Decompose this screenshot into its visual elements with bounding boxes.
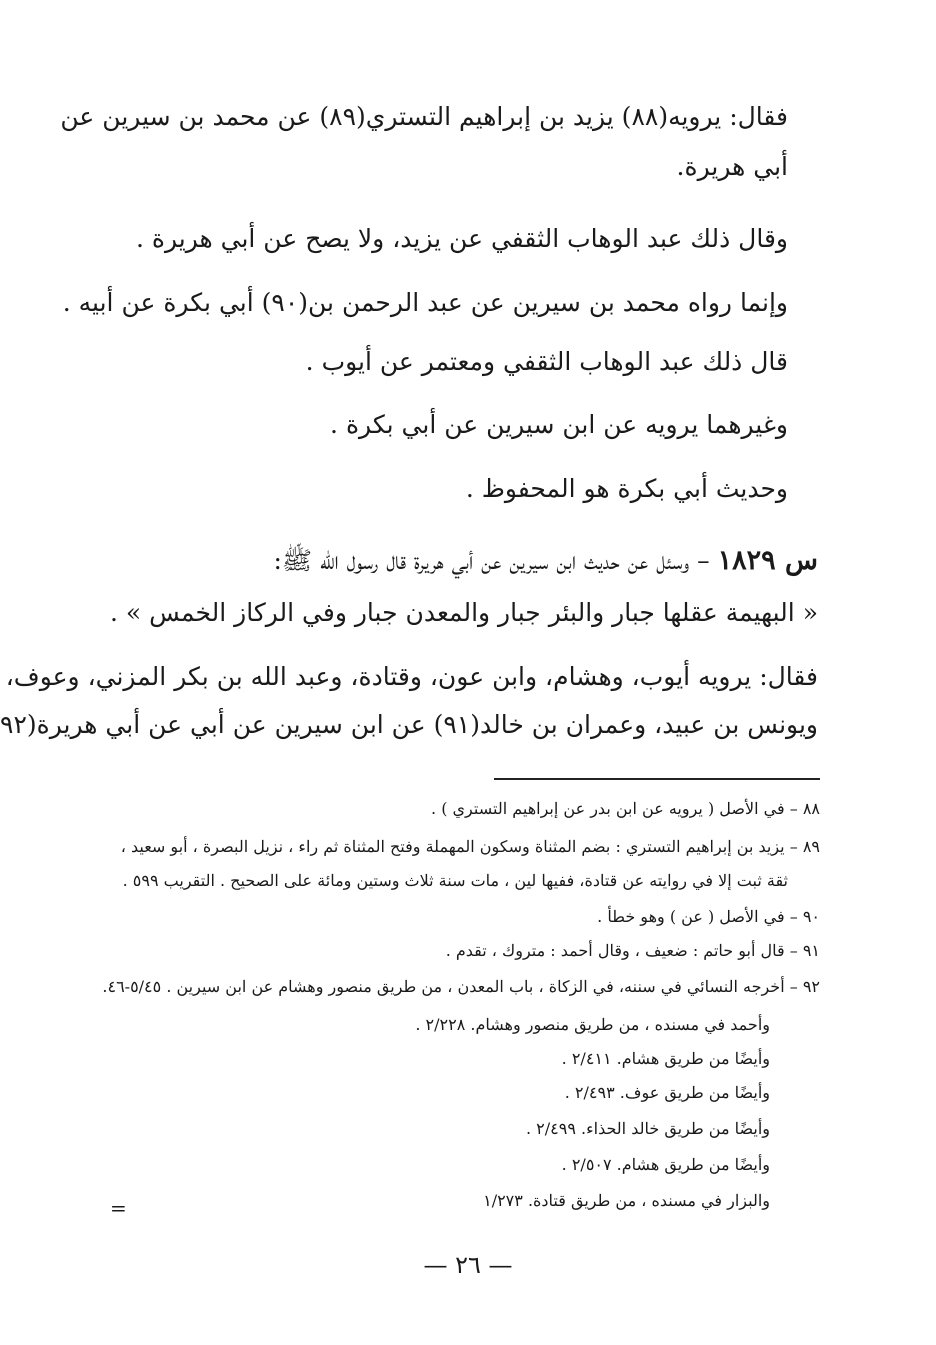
footnote-92-line: وأيضًا من طريق هشام. ٢/٥٠٧ . <box>561 1155 770 1174</box>
footnote-92-line: وأيضًا من طريق عوف. ٢/٤٩٣ . <box>564 1083 770 1102</box>
footnote-89: ٨٩ – يزيد بن إبراهيم التستري : بضم المثناة وسكون المهملة وفتح المثناة ثم راء ، نزيل البصرة ، أبو سعيد ، <box>120 837 820 856</box>
paragraph-line: وغيرهما يرويه عن ابن سيرين عن أبي بكرة . <box>330 410 788 439</box>
paragraph-line: فقال: يرويه(٨٨) يزيد بن إبراهيم التستري(٨٩) عن محمد بن سيرين عن <box>60 102 788 131</box>
answer-line: فقال: يرويه أيوب، وهشام، وابن عون، وقتادة، وعبد الله بن بكر المزني، وعوف، <box>5 662 818 691</box>
question-number: س ١٨٢٩ <box>717 545 818 576</box>
footnote-90: ٩٠ – في الأصل ( عن ) وهو خطأ . <box>597 907 820 926</box>
footnote-92-line: والبزار في مسنده ، من طريق قتادة. ١/٢٧٣ <box>483 1191 770 1210</box>
footnote-92: ٩٢ – أخرجه النسائي في سننه، في الزكاة ، باب المعدن ، من طريق منصور وهشام عن ابن سيرين . ٥/٤٥-٤٦. <box>102 977 820 996</box>
hadith-text-line: « البهيمة عقلها جبار والبئر جبار والمعدن جبار وفي الركاز الخمس » . <box>110 598 818 627</box>
question-line <box>108 544 818 578</box>
footnote-88: ٨٨ – في الأصل ( يرويه عن ابن بدر عن إبراهيم التستري ) . <box>431 799 820 818</box>
footnote-89-continued: ثقة ثبت إلا في روايته عن قتادة، ففيها لين ، مات سنة ثلاث وستين ومائة على الصحيح . التقريب ٥٩٩ . <box>122 871 788 890</box>
paragraph-line: وقال ذلك عبد الوهاب الثقفي عن يزيد، ولا يصح عن أبي هريرة . <box>135 224 788 253</box>
footnote-92-line: وأيضًا من طريق هشام. ٢/٤١١ . <box>561 1049 770 1068</box>
paragraph-line: أبي هريرة. <box>676 152 788 181</box>
footnote-separator <box>494 778 820 780</box>
page-number: — ٢٦ — <box>423 1251 513 1279</box>
continuation-mark: = <box>110 1196 127 1220</box>
footnote-91: ٩١ – قال أبو حاتم : ضعيف ، وقال أحمد : متروك ، تقدم . <box>445 941 820 960</box>
paragraph-line: وحديث أبي بكرة هو المحفوظ . <box>465 474 788 503</box>
question-text: – وسئل عن حديث ابن سيرين عن أبي هريرة قال رسول الله ﷺ: <box>273 546 710 575</box>
answer-line: ويونس بن عبيد، وعمران بن خالد(٩١) عن ابن سيرين عن أبي عن أبي هريرة(٩٢ <box>0 710 818 739</box>
paragraph-line: وإنما رواه محمد بن سيرين عن عبد الرحمن بن(٩٠) أبي بكرة عن أبيه . <box>62 288 788 317</box>
footnote-92-line: وأحمد في مسنده ، من طريق منصور وهشام. ٢/٢٢٨ . <box>415 1015 770 1034</box>
paragraph-line: قال ذلك عبد الوهاب الثقفي ومعتمر عن أيوب . <box>305 347 788 376</box>
footnote-92-line: وأيضًا من طريق خالد الحذاء. ٢/٤٩٩ . <box>526 1119 770 1138</box>
